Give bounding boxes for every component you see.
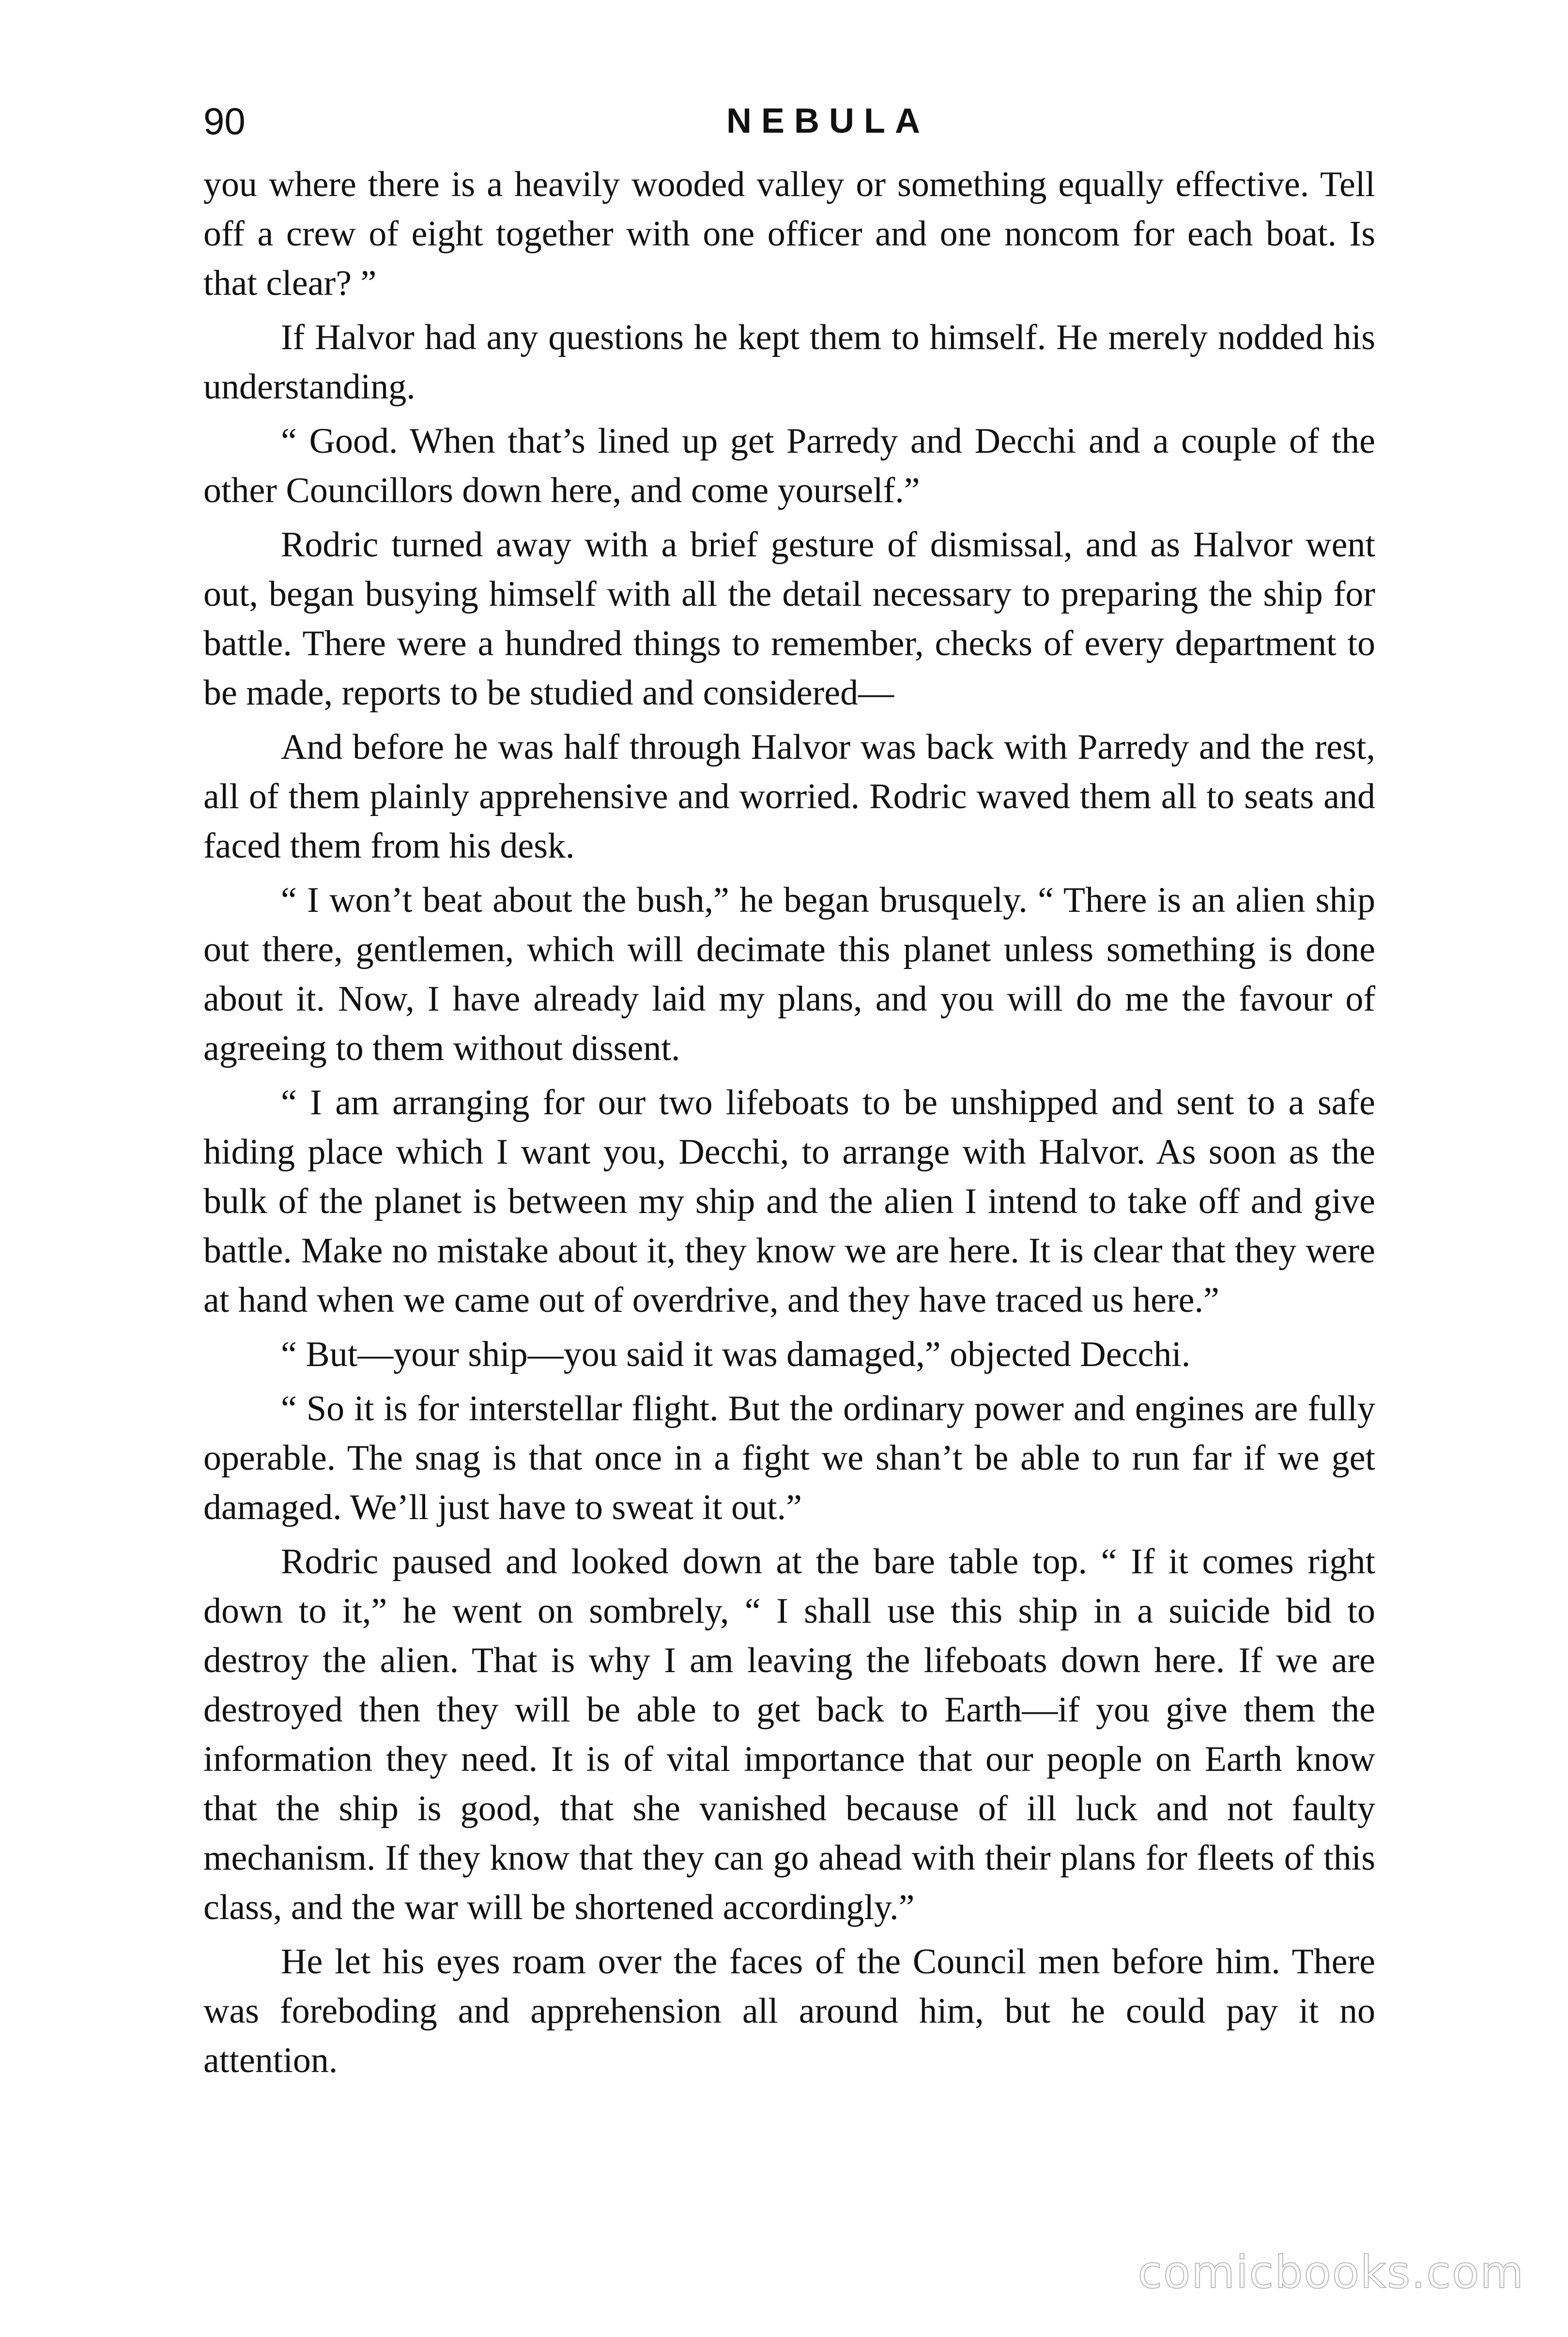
paragraph: Rodric paused and looked down at the bare table top. “ If it comes right down to it,” he went on sombrely, “ I shall use this ship in a suicide bid to destroy the alien. That is why I am leaving the lifeboats down here. If we are destroyed then they will be able to get back to Earth—if you give them the information they need. It is of vital importance that our people on Earth know that the ship is good, that she vanished because of ill luck and not faulty mechanism. If they know that they can go ahead with their plans for fleets of this class, and the war will be shortened accordingly.” [203,1542,1375,1927]
page-header [203,97,1375,160]
paragraph: “ But—your ship—you said it was damaged,” objected Decchi. [281,1335,1191,1374]
book-page [203,97,1375,2090]
page-number: 90 [203,100,246,142]
paragraph: He let his eyes roam over the faces of the Council men before him. There was foreboding and apprehension all around him, but he could pay it no attention. [203,1942,1375,2080]
paragraph: Rodric turned away with a brief gesture of dismissal, and as Halvor went out, began busying himself with all the detail necessary to preparing the ship for battle. There were a hundred things to remember, checks of every department to be made, reports to be studied and considered— [203,525,1375,713]
running-title: NEBULA [726,102,930,140]
paragraph: “ Good. When that’s lined up get Parredy and Decchi and a couple of the other Councillors down here, and come yourself.” [203,421,1375,510]
paragraph: And before he was half through Halvor was back with Parredy and the rest, all of them plainly apprehensive and worried. Rodric waved them all to seats and faced them from his desk. [203,727,1375,866]
paragraph: If Halvor had any questions he kept them to himself. He merely nodded his understanding. [203,318,1375,407]
paragraph: you where there is a heavily wooded valley or something equally effective. Tell off a crew of eight together with one officer and one noncom for each boat. Is that clear? ” [203,165,1375,303]
paragraph: “ So it is for interstellar flight. But the ordinary power and engines are fully operable. The snag is that once in a fight we shan’t be able to run far if we get damaged. We’ll just have to sweat it out.” [203,1389,1375,1527]
watermark: comicbooks.com [1138,2246,1524,2298]
paragraph: “ I won’t beat about the bush,” he began brusquely. “ There is an alien ship out there, gentlemen, which will decimate this planet unless something is done about it. Now, I have already laid my plans, and you will do me the favour of agreeing to them without dissent. [203,880,1375,1068]
body-text [203,160,1375,2085]
paragraph: “ I am arranging for our two lifeboats to be unshipped and sent to a safe hiding place which I want you, Decchi, to arrange with Halvor. As soon as the bulk of the planet is between my ship and the alien I intend to take off and give battle. Make no mistake about it, they know we are here. It is clear that they were at hand when we came out of overdrive, and they have traced us here.” [203,1083,1375,1320]
